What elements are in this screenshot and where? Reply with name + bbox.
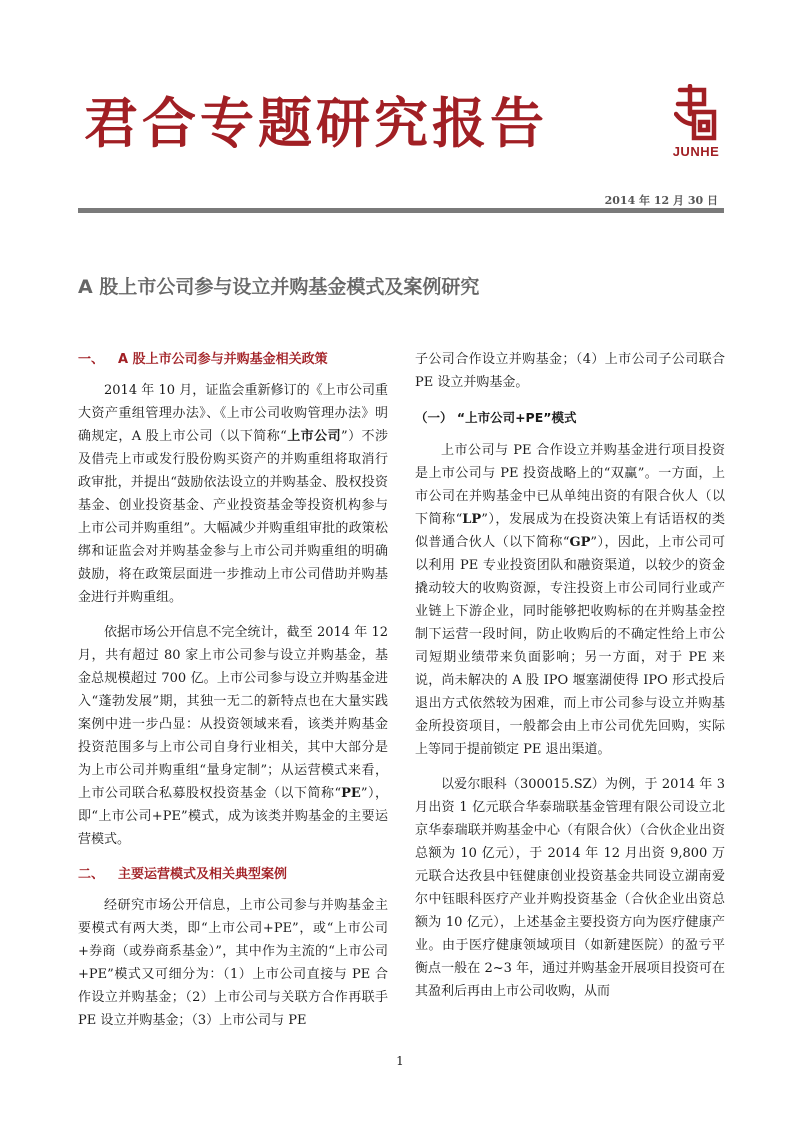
paragraph: 依据市场公开信息不完全统计，截至 2014 年 12 月，共有超过 80 家上市公司参与设立并购基金，基金总规模超过 700 亿。上市公司参与设立并购基金进入“蓬勃发展”期，其独一无二的新特点也在大量实践案例中进一步凸显：从投资领域来看，该类并购基金投资范围多与上市公司自身行业相关，其中大部分是为上市公司并购重组“量身定制”；从运营模式来看，上市公司联合私募股权投资基金（以下简称“PE”），即“上市公司+PE”模式，成为该类并购基金的主要运营模式。 bbox=[78, 625, 388, 847]
logo-text: JUNHE bbox=[672, 144, 720, 159]
header-divider bbox=[78, 208, 724, 213]
paragraph: 上市公司与 PE 合作设立并购基金进行项目投资是上市公司与 PE 投资战略上的“双赢”。一方面，上市公司在并购基金中已从单纯出资的有限合伙人（以下简称“LP”），发展成为在投资决策上有话语权的类似普通合伙人（以下简称“GP”），因此，上市公司可以利用 PE 专业投资团队和融资渠道，以较少的资金撬动较大的收购资源，专注投资上市公司同行业或产业链上下游企业，同时能够把收购标的在并购基金控制下运营一段时间，防止收购后的不确定性给上市公司短期业绩带来负面影响；另一方面，对于 PE 来说，尚未解决的 A 股 IPO 堰塞湖使得 IPO 形式投后退出方式依然较为困难，而上市公司参与设立并购基金所投资项目，一般都会由上市公司优先回购，实际上等同于提前锁定 PE 退出渠道。 bbox=[415, 443, 725, 757]
paragraph: 经研究市场公开信息，上市公司参与并购基金主要模式有两大类，即“上市公司+PE”，或“上市公司+券商（或券商系基金）”，其中作为主流的“上市公司+PE”模式又可细分为：（1）上市公司直接与 PE 合作设立并购基金；（2）上市公司与关联方合作再联手 PE 设立并购基金；（3）上市公司与 PE bbox=[78, 898, 388, 1028]
paragraph: 2014 年 10 月，证监会重新修订的《上市公司重大资产重组管理办法》、《上市公司收购管理办法》明确规定，A 股上市公司（以下简称“上市公司”）不涉及借壳上市或发行股份购买资产的并购重组将取消行政审批，并提出“鼓励依法设立的并购基金、股权投资基金、创业投资基金、产业投资基金等投资机构参与上市公司并购重组”。大幅减少并购重组审批的政策松绑和证监会对并购基金参与上市公司并购重组的明确鼓励，将在政策层面进一步推动上市公司借助并购基金进行并购重组。 bbox=[78, 383, 388, 605]
section-2-heading: 二、 主要运营模式及相关典型案例 bbox=[78, 867, 288, 882]
page-number: 1 bbox=[396, 1054, 404, 1068]
left-column bbox=[78, 348, 388, 1044]
subsection-heading: （一） “上市公司+PE”模式 bbox=[415, 410, 577, 425]
article-title: A 股上市公司参与设立并购基金模式及案例研究 bbox=[78, 276, 480, 298]
right-column bbox=[415, 348, 725, 1015]
section-1-heading: 一、 A 股上市公司参与并购基金相关政策 bbox=[78, 352, 328, 367]
masthead-title: 君合专题研究报告 bbox=[84, 91, 548, 155]
junhe-logo bbox=[666, 84, 726, 162]
paragraph-continued: 子公司合作设立并购基金；（4）上市公司子公司联合 PE 设立并购基金。 bbox=[415, 352, 725, 390]
paragraph: 以爱尔眼科（300015.SZ）为例，于 2014 年 3 月出资 1 亿元联合华泰瑞联基金管理有限公司设立北京华泰瑞联并购基金中心（有限合伙）（合伙企业出资总额为 10 亿元），于 2014 年 12 月出资 9,800 万元联合达孜县中钰健康创业投资基金共同设立湖南爱尔中钰眼科医疗产业并购投资基金（合伙企业出资总额为 10 亿元），上述基金主要投资方向为医疗健康产业。由于医疗健康领域项目（如新建医院）的盈亏平衡点一般在 2~3 年，通过并购基金开展项目投资可在其盈利后再由上市公司收购，从而 bbox=[415, 777, 725, 999]
report-date: 2014 年 12 月 30 日 bbox=[604, 194, 718, 207]
junhe-logo-icon bbox=[674, 84, 718, 142]
